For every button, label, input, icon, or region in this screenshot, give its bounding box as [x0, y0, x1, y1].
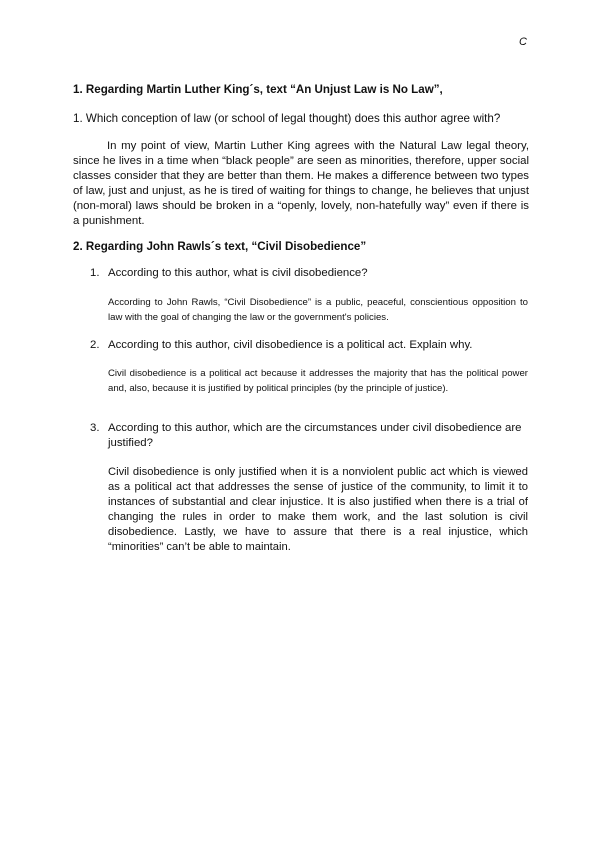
- section-1-answer: In my point of view, Martin Luther King agrees with the Natural Law legal theory, since he lives in a time when “black people” are seen as minorities, therefore, upper social classes consider that they are better than them. He makes a difference between two types of law, just and unjust, as he is tired of waiting for things to change, he believes that unjust (non-moral) laws should be broken in a “openly, lovely, non-hatefully way” even if there is a punishment.: [73, 140, 529, 228]
- page-corner-mark: C: [519, 36, 527, 48]
- question-text: According to this author, civil disobedience is a political act. Explain why.: [108, 339, 473, 351]
- question-text: According to this author, which are the circumstances under civil disobedience are justified?: [108, 422, 522, 450]
- section-2-question-1: [90, 266, 530, 281]
- section-2-answer-2: Civil disobedience is a political act because it addresses the majority that has the political power and, also, because it is justified by political principles (by the principle of justice).: [108, 368, 528, 394]
- section-2-question-3: [90, 421, 530, 451]
- section-2-heading: 2. Regarding John Rawls´s text, “Civil Disobedience”: [73, 240, 367, 253]
- section-2-question-2: [90, 338, 530, 353]
- section-2-answer-1: According to John Rawls, “Civil Disobedience” is a public, peaceful, conscientious opposition to law with the goal of changing the law or the government's policies.: [108, 297, 528, 323]
- section-1-heading: 1. Regarding Martin Luther King´s, text “An Unjust Law is No Law”,: [73, 83, 443, 96]
- section-2-answer-3: Civil disobedience is only justified when it is a nonviolent public act which is viewed as a political act that addresses the sense of justice of the community, to limit it to instances of substantial and clear injustice. It is also justified when there is a trial of changing the rules in order to make them work, and the last solution is civil disobedience. Lastly, we have to assure that there is a real injustice, which “minorities” can’t be able to maintain.: [108, 466, 528, 554]
- question-number: 2.: [90, 339, 100, 351]
- section-1-question: 1. Which conception of law (or school of legal thought) does this author agree with?: [73, 112, 501, 125]
- question-number: 1.: [90, 267, 100, 279]
- question-number: 3.: [90, 422, 100, 434]
- question-text: According to this author, what is civil disobedience?: [108, 267, 368, 279]
